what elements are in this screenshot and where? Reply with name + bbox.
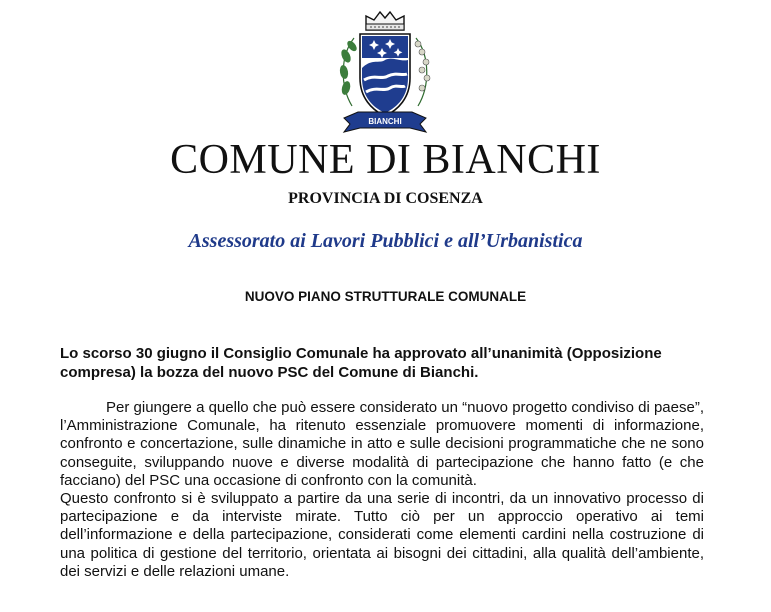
document-body bbox=[60, 399, 704, 581]
municipal-crest-icon bbox=[330, 6, 440, 142]
office-label: Assessorato ai Lavori Pubblici e all’Urbanistica bbox=[188, 230, 583, 252]
lead-paragraph: Lo scorso 30 giugno il Consiglio Comunale ha approvato all’unanimità (Opposizione compresa) la bozza del nuovo PSC del Comune di Bianchi. bbox=[60, 345, 662, 381]
shield-icon bbox=[360, 34, 410, 116]
province-label: PROVINCIA DI COSENZA bbox=[288, 190, 483, 207]
municipality-title: COMUNE DI BIANCHI bbox=[170, 137, 601, 183]
crown-icon bbox=[366, 12, 404, 30]
document-subject: NUOVO PIANO STRUTTURALE COMUNALE bbox=[244, 289, 527, 304]
crest-label: BIANCHI bbox=[368, 117, 402, 126]
body-paragraph: Per giungere a quello che può essere considerato un “nuovo progetto condiviso di paese”, l’Amministrazione Comunale, ha ritenuto essenziale promuovere momenti di informazione, confronto e concertazione, sulle dinamiche in atto e sulle decisioni programmatiche che ne sono conseguite, sviluppando nuove e diverse modalità di partecipazione che hanno fatto (e che facciano) del PSC una occasione di confronto con la comunità. bbox=[60, 399, 704, 489]
body-paragraph: Questo confronto si è sviluppato a partire da una serie di incontri, da un innovativo processo di partecipazione e da interviste mirate. Tutto ciò per un approccio operativo ai temi dell’informazione e della partecipazione, considerati come elementi cardini nella costruzione di una politica di gestione del territorio, orientata ai bisogni dei cittadini, alla qualità dell’ambiente, dei servizi e delle relazioni umane. bbox=[60, 490, 704, 580]
